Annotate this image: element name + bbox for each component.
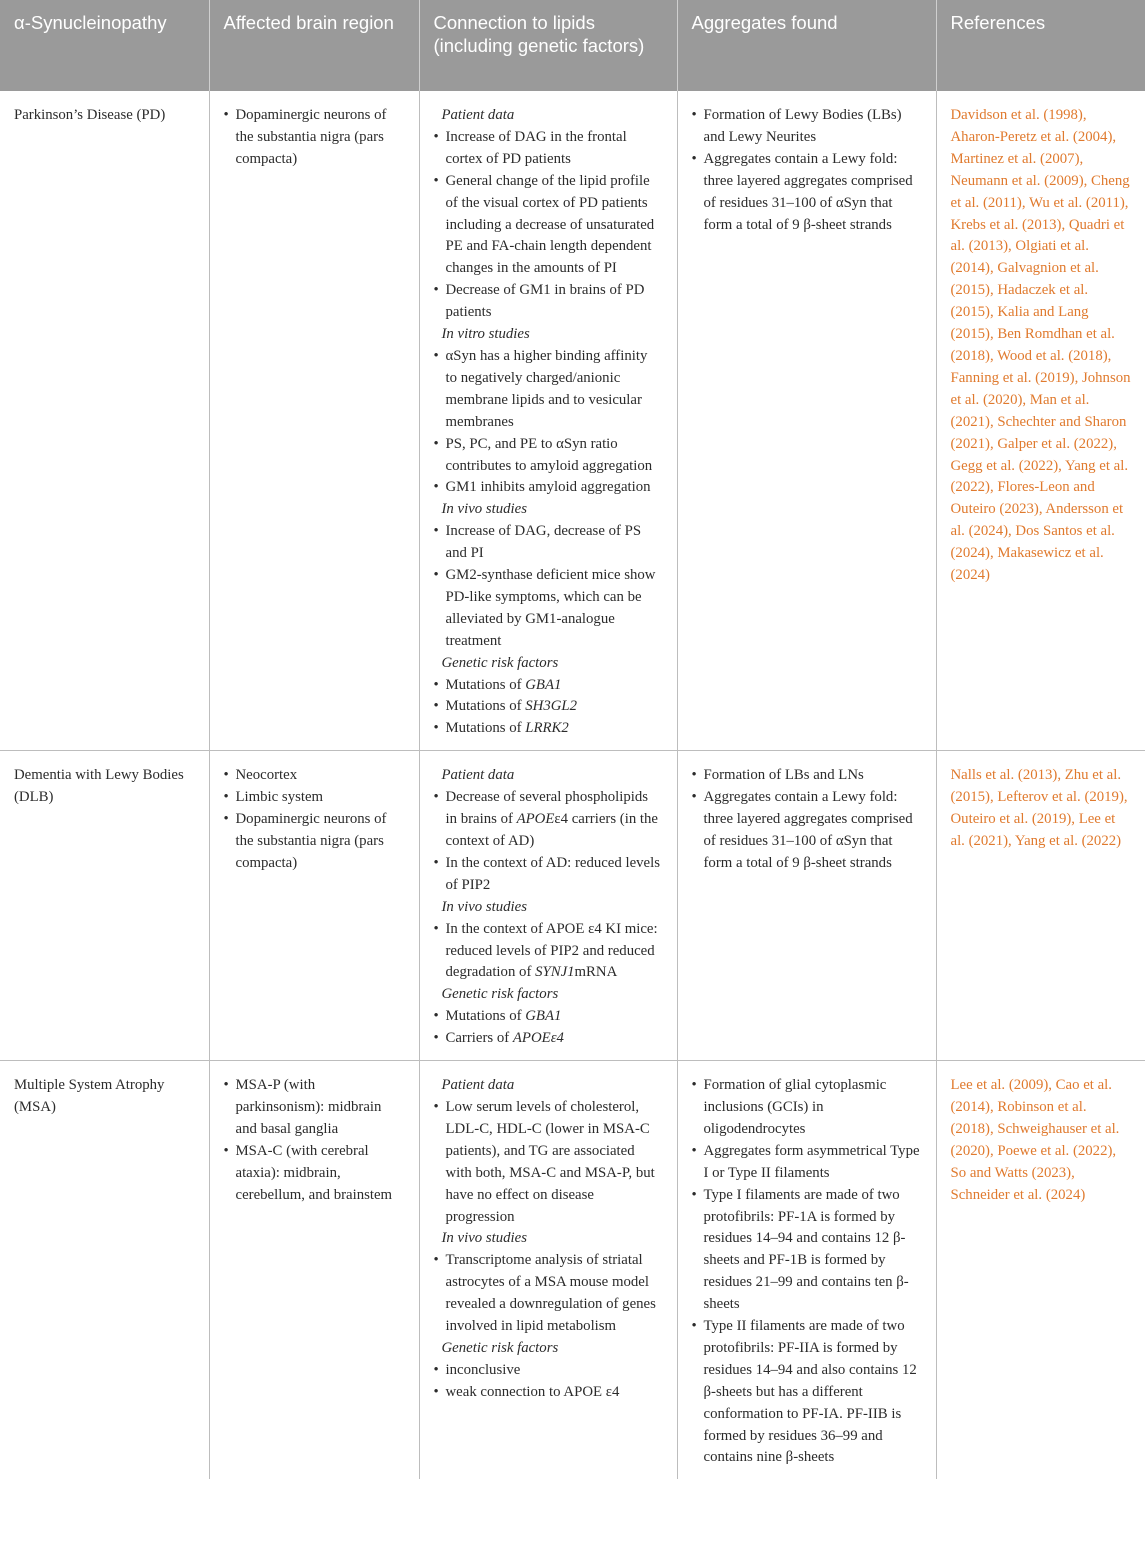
- list-item: [434, 787, 663, 853]
- list-item: • Formation of LBs and LNs: [692, 765, 922, 787]
- list-item: [434, 675, 663, 697]
- list-item: [434, 919, 663, 985]
- section-title: In vitro studies: [441, 326, 530, 343]
- section-list: [434, 1006, 663, 1050]
- list-item: • Limbic system: [224, 787, 405, 809]
- section-title: Patient data: [441, 1077, 515, 1094]
- aggregates-cell: [677, 91, 936, 751]
- gene-name: SH3GL2: [525, 698, 578, 715]
- aggregates-list: [692, 105, 922, 236]
- aggregates-list: [692, 765, 922, 875]
- gene-name: LRRK2: [525, 720, 569, 737]
- aggregates-cell: [677, 1061, 936, 1480]
- list-item: [434, 1006, 663, 1028]
- references-cell: [936, 1061, 1145, 1480]
- disease-cell: [0, 91, 209, 751]
- reference-links[interactable]: Lee et al. (2009), Cao et al. (2014), Robinson et al. (2018), Schweighauser et al. (2020), Poewe et al. (2022), So and Watts (2023), Schneider et al. (2024): [950, 1077, 1120, 1203]
- item-text: ε4 carriers (in the context of AD): [445, 811, 659, 849]
- list-item: • Formation of Lewy Bodies (LBs) and Lewy Neurites: [692, 105, 922, 149]
- gene-name: APOEε4: [512, 1030, 564, 1047]
- list-item: [434, 696, 663, 718]
- disease-cell: [0, 751, 209, 1061]
- section-title: Patient data: [441, 107, 515, 123]
- list-item: • Transcriptome analysis of striatal astrocytes of a MSA mouse model revealed a downregulation of genes involved in lipid metabolism: [434, 1250, 663, 1338]
- list-item: • Increase of DAG in the frontal cortex of PD patients: [434, 127, 663, 171]
- list-item: • αSyn has a higher binding affinity to negatively charged/anionic membrane lipids and to vesicular membranes: [434, 346, 663, 434]
- list-item: • Type II filaments are made of two protofibrils: PF-IIA is formed by residues 14–94 and also contains 12 β-sheets but has a different conformation to PF-IA. PF-IIB is formed by residues 36–99 and contains nine β-sheets: [692, 1316, 922, 1469]
- disease-cell: [0, 1061, 209, 1480]
- table-row: [0, 91, 1145, 751]
- lipid-connection-cell: [419, 751, 677, 1061]
- list-item: • Increase of DAG, decrease of PS and PI: [434, 521, 663, 565]
- section-title: In vivo studies: [441, 898, 527, 915]
- list-item: • Low serum levels of cholesterol, LDL-C, HDL-C (lower in MSA-C patients), and TG are associated with both, MSA-C and MSA-P, but have no effect on disease progression: [434, 1097, 663, 1228]
- header-references: References: [936, 0, 1145, 91]
- gene-name: GBA1: [525, 676, 562, 693]
- section-title: In vivo studies: [441, 1230, 527, 1247]
- list-item: • Dopaminergic neurons of the substantia nigra (pars compacta): [224, 809, 405, 875]
- table-row: [0, 1061, 1145, 1480]
- list-item: • GM1 inhibits amyloid aggregation: [434, 477, 663, 499]
- header-brain-region: Affected brain region: [209, 0, 419, 91]
- region-list: [224, 1075, 405, 1206]
- section-title: Genetic risk factors: [441, 654, 559, 671]
- section-title: Genetic risk factors: [441, 986, 559, 1003]
- list-item: • Aggregates contain a Lewy fold: three layered aggregates comprised of residues 31–100 of αSyn that form a total of 9 β-sheet strands: [692, 787, 922, 875]
- disease-name: Multiple System Atrophy (MSA): [14, 1077, 165, 1115]
- header-lipid-connection: Connection to lipids (including genetic factors): [419, 0, 677, 91]
- brain-region-cell: [209, 1061, 419, 1480]
- section-list: [434, 521, 663, 652]
- list-item: • Aggregates form asymmetrical Type I or Type II filaments: [692, 1141, 922, 1185]
- brain-region-cell: [209, 751, 419, 1061]
- list-item: • weak connection to APOE ε4: [434, 1382, 663, 1404]
- section-list: [434, 1250, 663, 1338]
- section-title: In vivo studies: [441, 501, 527, 518]
- item-text: Decrease of several phospholipids in brains of: [445, 789, 649, 828]
- item-text: Mutations of: [445, 698, 526, 715]
- reference-links[interactable]: Nalls et al. (2013), Zhu et al. (2015), Lefterov et al. (2019), Outeiro et al. (2019), Lee et al. (2021), Yang et al. (2022): [950, 767, 1128, 849]
- section-list: [434, 127, 663, 324]
- list-item: • In the context of AD: reduced levels of PIP2: [434, 853, 663, 897]
- section-list: [434, 1097, 663, 1228]
- item-text: Mutations of: [445, 720, 526, 737]
- list-item: • inconclusive: [434, 1360, 663, 1382]
- disease-name: Parkinson’s Disease (PD): [14, 107, 166, 123]
- list-item: • Formation of glial cytoplasmic inclusions (GCIs) in oligodendrocytes: [692, 1075, 922, 1141]
- list-item: • GM2-synthase deficient mice show PD-like symptoms, which can be alleviated by GM1-analogue treatment: [434, 565, 663, 653]
- gene-name: APOE: [516, 811, 555, 828]
- lipid-connection-cell: [419, 1061, 677, 1480]
- references-cell: [936, 91, 1145, 751]
- header-synucleinopathy: α-Synucleinopathy: [0, 0, 209, 91]
- section-title: Patient data: [441, 767, 515, 784]
- aggregates-cell: [677, 751, 936, 1061]
- header-aggregates: Aggregates found: [677, 0, 936, 91]
- item-text: In the context of APOE ε4 KI mice: reduced levels of PIP2 and reduced degradation of: [445, 920, 658, 981]
- lipid-connection-cell: [419, 91, 677, 751]
- header-row: [0, 0, 1145, 91]
- list-item: [434, 1028, 663, 1050]
- list-item: • MSA-P (with parkinsonism): midbrain and basal ganglia: [224, 1075, 405, 1141]
- list-item: [434, 718, 663, 740]
- item-text: mRNA: [574, 964, 618, 981]
- disease-name: Dementia with Lewy Bodies (DLB): [14, 767, 184, 806]
- list-item: • Aggregates contain a Lewy fold: three layered aggregates comprised of residues 31–100 of αSyn that form a total of 9 β-sheet strands: [692, 149, 922, 237]
- region-list: [224, 765, 405, 875]
- list-item: • Decrease of GM1 in brains of PD patients: [434, 280, 663, 324]
- gene-name: SYNJ1: [535, 964, 575, 981]
- table-row: [0, 751, 1145, 1061]
- list-item: • PS, PC, and PE to αSyn ratio contributes to amyloid aggregation: [434, 434, 663, 478]
- list-item: • MSA-C (with cerebral ataxia): midbrain, cerebellum, and brainstem: [224, 1141, 405, 1207]
- section-list: [434, 919, 663, 985]
- section-list: [434, 346, 663, 499]
- references-cell: [936, 751, 1145, 1061]
- list-item: • General change of the lipid profile of the visual cortex of PD patients including a decrease of unsaturated PE and FA-chain length dependent changes in the amounts of PI: [434, 171, 663, 281]
- section-title: Genetic risk factors: [441, 1339, 559, 1356]
- item-text: Mutations of: [445, 1008, 526, 1025]
- region-list: [224, 105, 405, 171]
- brain-region-cell: [209, 91, 419, 751]
- gene-name: GBA1: [525, 1008, 562, 1025]
- reference-links[interactable]: Davidson et al. (1998), Aharon-Peretz et al. (2004), Martinez et al. (2007), Neumann et al. (2009), Cheng et al. (2011), Wu et al. (2011), Krebs et al. (2013), Quadri et al. (2013), Olgiati et al. (2014), Galvagnion et al. (2015), Hadaczek et al. (2015), Kalia and Lang (2015), Ben Romdhan et al. (2018), Wood et al. (2018), Fanning et al. (2019), Johnson et al. (2020), Man et al. (2021), Schechter and Sharon (2021), Galper et al. (2022), Gegg et al. (2022), Yang et al. (2022), Flores-Leon and Outeiro (2023), Andersson et al. (2024), Dos Santos et al. (2024), Makasewicz et al. (2024): [950, 107, 1131, 584]
- list-item: • Dopaminergic neurons of the substantia nigra (pars compacta): [224, 105, 405, 171]
- section-list: [434, 675, 663, 741]
- item-text: Carriers of: [445, 1030, 513, 1047]
- aggregates-list: [692, 1075, 922, 1469]
- section-list: [434, 787, 663, 897]
- list-item: • Neocortex: [224, 765, 405, 787]
- item-text: Mutations of: [445, 676, 526, 693]
- list-item: • Type I filaments are made of two protofibrils: PF-1A is formed by residues 14–94 and contains 12 β-sheets and PF-1B is formed by residues 21–99 and contains ten β-sheets: [692, 1185, 922, 1316]
- section-list: [434, 1360, 663, 1404]
